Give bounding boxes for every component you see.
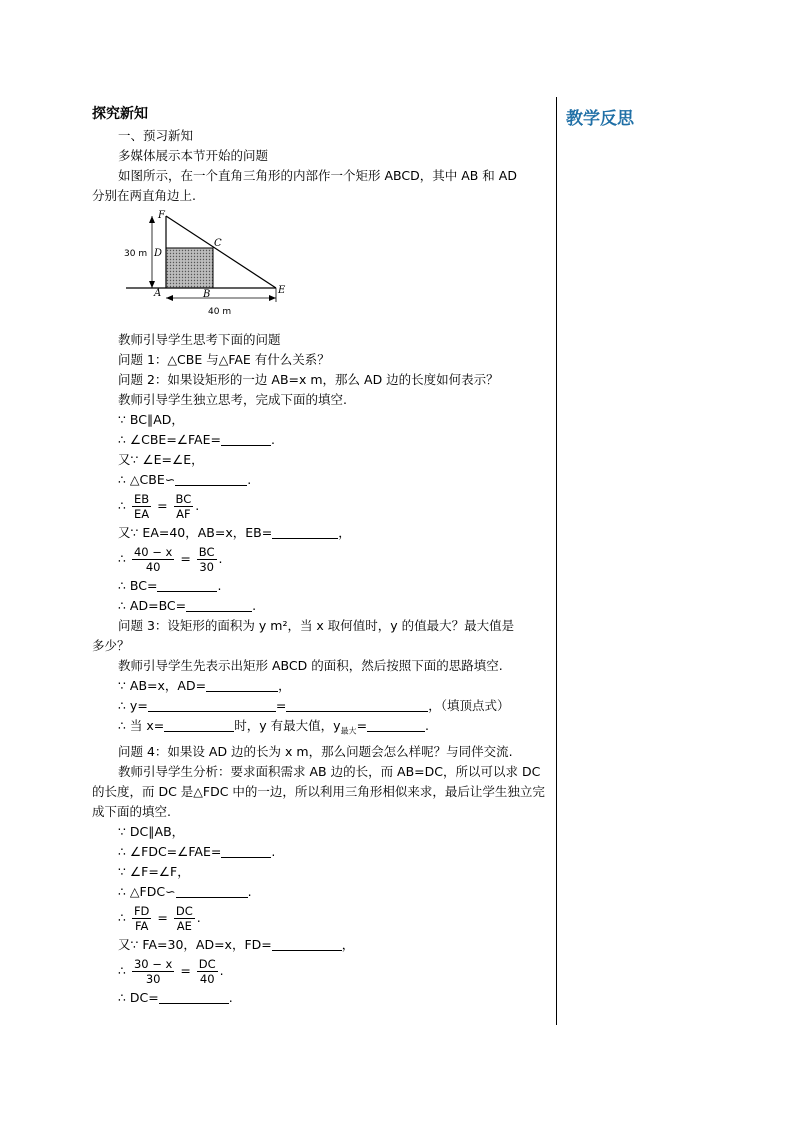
fill-line [92,523,554,543]
fill-line [92,842,554,862]
text-line: ∵ BC∥AD， [118,412,184,427]
text-line: 教师引导学生先表示出矩形 ABCD 的面积，然后按照下面的思路填空. [118,658,503,673]
text-line: 一、预习新知 [118,128,194,143]
fill-line [92,576,554,596]
fill-text: ∴ y= [118,698,148,713]
column-divider [556,97,557,1025]
label-f: F [158,210,165,221]
fraction [132,904,151,933]
label-30m: 30 m [124,249,148,259]
equals-sign: = [356,718,368,733]
label-40m: 40 m [208,307,232,317]
period: . [247,883,252,899]
fill-text: ∴ ∠FDC=∠FAE= [118,843,222,859]
blank[interactable] [186,599,252,612]
numerator: 40 − x [133,545,173,559]
text-line: ∵ DC∥AB， [118,823,185,839]
question-2: 问题 2：如果设矩形的一边 AB=x m，那么 AD 边的长度如何表示？ [118,372,499,387]
triangle-diagram [124,210,304,320]
denominator: EA [133,507,150,521]
comma: ， [338,525,351,540]
blank[interactable] [175,473,247,486]
blank[interactable] [206,679,278,692]
text-line: 多媒体展示本节开始的问题 [118,148,269,163]
arrow-down [149,281,155,288]
period: . [228,989,233,1005]
fill-line [92,935,554,955]
question-4: 问题 4：如果设 AD 边的长为 x m，那么问题会怎么样呢？与同伴交流. [118,743,513,759]
fill-text: ∴ 当 x= [118,718,165,733]
text-line: 分别在两直角边上. [92,188,196,203]
arrow-right [269,295,276,301]
fill-line [92,676,554,696]
fill-line [92,696,554,716]
blank[interactable] [157,579,217,592]
denominator: 30 [145,971,161,986]
fill-text: ∴ BC= [118,578,158,593]
blank[interactable] [272,938,342,951]
therefore-symbol: ∴ [118,962,126,978]
arrow-left [166,295,173,301]
fill-line [92,716,554,742]
fraction [132,545,174,574]
period: . [425,718,430,733]
denominator: 40 [145,560,161,574]
fraction [197,957,218,986]
equals-sign: = [157,909,168,925]
question-3: 问题 3：设矩形的面积为 y m²，当 x 取何值时，y 的值最大？最大值是 [118,618,515,633]
numerator: FD [133,903,150,918]
lesson-content [92,104,554,1008]
label-c: C [214,238,222,249]
fill-text: ，（填顶点式） [428,698,510,713]
subscript: 最大 [340,726,357,736]
fill-text: ∴ DC= [118,989,159,1005]
fill-text: ∴ △CBE∽ [118,472,176,487]
blank[interactable] [272,526,338,539]
fill-line [92,882,554,902]
therefore-symbol: ∴ [118,498,126,513]
numerator: DC [175,903,193,918]
numerator: BC [198,545,215,559]
period: . [196,909,201,925]
period: . [252,598,257,613]
fraction-equation [92,545,554,574]
fraction [132,957,174,986]
text-line: 又∵ ∠E=∠E， [118,452,204,467]
blank[interactable] [286,699,428,712]
denominator: AF [176,507,191,521]
rectangle-abcd [166,248,213,288]
fill-text: ∴ △FDC∽ [118,883,176,899]
label-b: B [203,289,211,300]
period: . [218,551,223,566]
period: . [270,432,275,447]
reflection-title: 教学反思 [566,109,634,129]
denominator: 40 [199,971,215,986]
period: . [195,498,200,513]
fill-line [92,988,554,1008]
fill-text: 又∵ EA=40，AB=x，EB= [118,525,273,540]
denominator: AE [176,918,192,933]
fill-text: 时，y 有最大值，y [234,718,341,733]
arrow-up [149,216,155,223]
period: . [217,578,222,593]
fraction [132,492,151,521]
label-e: E [278,285,286,296]
numerator: 30 − x [133,956,173,971]
period: . [271,843,276,859]
blank[interactable] [148,699,276,712]
therefore-symbol: ∴ [118,909,126,925]
period: . [247,472,252,487]
question-1: 问题 1：△CBE 与△FAE 有什么关系？ [118,352,330,367]
fraction [197,545,217,574]
blank[interactable] [221,845,271,858]
equals-sign: = [275,698,287,713]
fill-text: ∵ AB=x，AD= [118,678,207,693]
fill-text: ∴ AD=BC= [118,598,187,613]
text-line: 教师引导学生思考下面的问题 [118,332,281,347]
comma: ， [341,936,355,952]
fraction [174,492,194,521]
fraction [174,904,195,933]
label-d: D [154,248,163,259]
denominator: FA [134,918,149,933]
equals-sign: = [180,962,191,978]
paragraph: 教师引导学生分析：要求面积需求 AB 边的长，而 AB=DC，所以可以求 DC 的长度，而 DC 是△FDC 中的一边，所以利用三角形相似来求，最后让学生独立完成下面的填空. [92,763,545,819]
fill-line [92,596,554,616]
fill-line [92,430,554,450]
comma: ， [278,678,291,693]
text-line: 如图所示，在一个直角三角形的内部作一个矩形 ABCD，其中 AB 和 AD [118,168,517,183]
blank[interactable] [164,719,234,732]
triangle-figure [124,210,554,326]
equals-sign: = [157,498,168,513]
denominator: 30 [199,560,214,574]
text-line: ∵ ∠F=∠F， [118,863,190,879]
blank[interactable] [367,719,425,732]
blank[interactable] [176,885,248,898]
fraction-equation [92,904,554,933]
text-line: 多少？ [92,638,130,653]
fill-text: ∴ ∠CBE=∠FAE= [118,432,221,447]
numerator: DC [198,956,216,971]
section-title: 探究新知 [92,106,148,122]
period: . [219,962,224,978]
blank[interactable] [221,433,271,446]
fill-line [92,470,554,490]
label-a: A [154,288,162,299]
therefore-symbol: ∴ [118,551,126,566]
blank[interactable] [159,991,229,1004]
equals-sign: = [180,551,191,566]
numerator: BC [175,492,192,506]
text-line: 教师引导学生独立思考，完成下面的填空. [118,392,347,407]
fill-text: 又∵ FA=30，AD=x，FD= [118,936,272,952]
fraction-equation [92,957,554,986]
fraction-equation [92,492,554,521]
numerator: EB [133,492,150,506]
